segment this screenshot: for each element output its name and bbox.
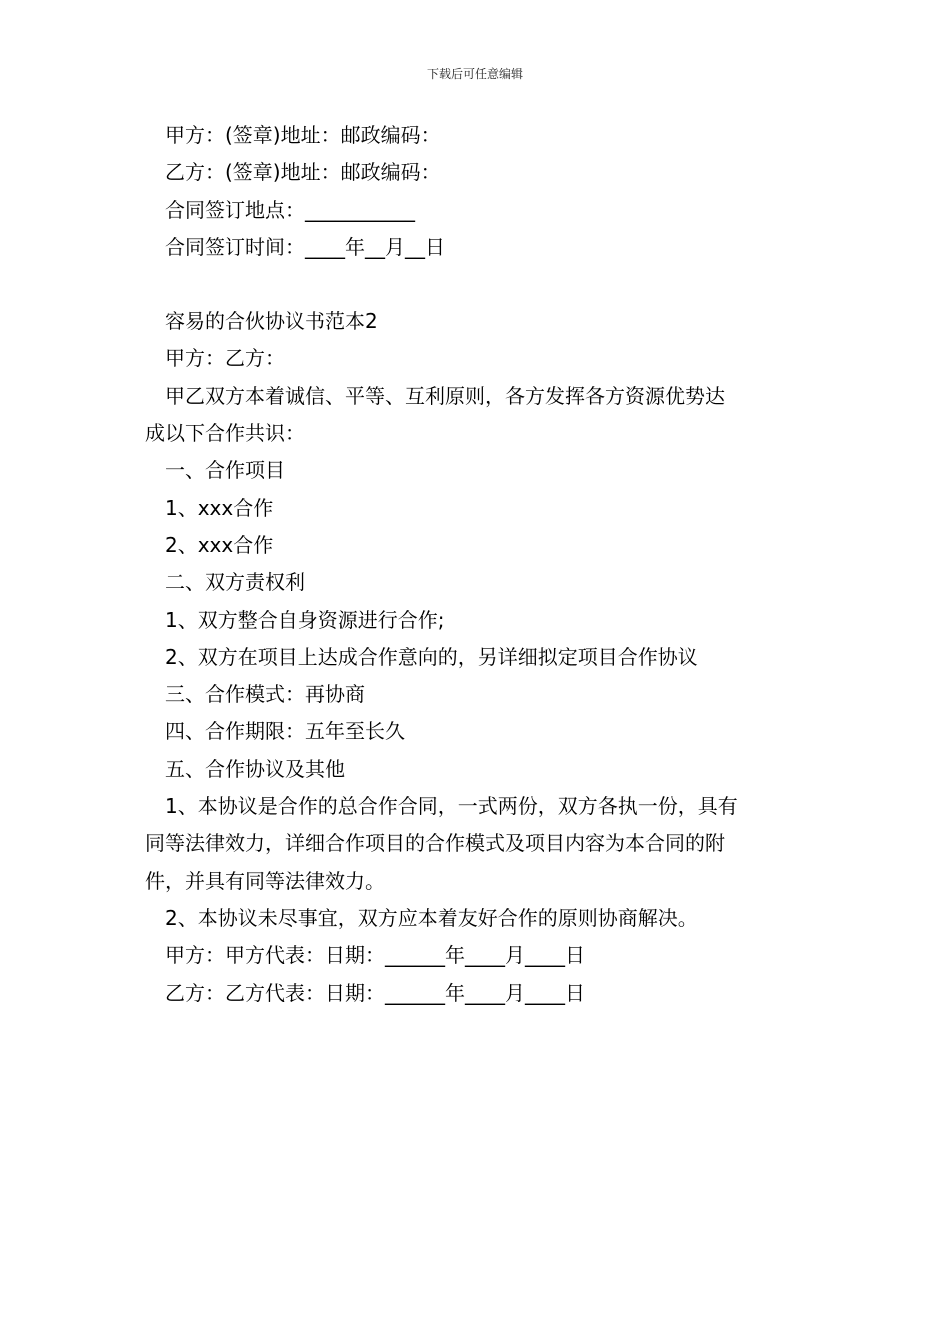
- clause-1-line-2: 同等法律效力，详细合作项目的合作模式及项目内容为本合同的附: [145, 831, 725, 856]
- rights-item-2: 2、双方在项目上达成合作意向的，另详细拟定项目合作协议: [165, 644, 698, 669]
- heading-agreement-other: 五、合作协议及其他: [165, 756, 345, 781]
- signing-time-line: 合同签订时间：____年__月__日: [165, 234, 445, 259]
- clause-1-line-3: 件，并具有同等法律效力。: [145, 868, 385, 893]
- intro-paragraph-line-2: 成以下合作共识：: [145, 421, 305, 446]
- party-a-date-line: 甲方：甲方代表：日期：______年____月____日: [165, 943, 585, 968]
- party-b-date-line: 乙方：乙方代表：日期：______年____月____日: [165, 980, 585, 1005]
- project-item-1: 1、xxx合作: [165, 495, 274, 520]
- project-item-2: 2、xxx合作: [165, 532, 274, 557]
- document-body: [145, 117, 815, 1012]
- intro-paragraph-line-1: 甲乙双方本着诚信、平等、互利原则，各方发挥各方资源优势达: [165, 383, 725, 408]
- rights-item-1: 1、双方整合自身资源进行合作;: [165, 607, 445, 632]
- section-title: 容易的合伙协议书范本2: [165, 309, 378, 334]
- heading-rights-duties: 二、双方责权利: [165, 570, 305, 595]
- heading-cooperation-term: 四、合作期限：五年至长久: [165, 719, 405, 744]
- clause-1-line-1: 1、本协议是合作的总合作合同，一式两份，双方各执一份，具有: [165, 794, 738, 819]
- blank-line: [145, 266, 815, 303]
- heading-cooperation-project: 一、合作项目: [165, 458, 285, 483]
- page-header: 下载后可任意编辑: [426, 67, 523, 81]
- clause-2: 2、本协议未尽事宜，双方应本着友好合作的原则协商解决。: [165, 905, 698, 930]
- parties-line: 甲方：乙方：: [165, 346, 285, 371]
- party-b-signature-line: 乙方：(签章)地址：邮政编码：: [165, 160, 441, 185]
- party-a-signature-line: 甲方：(签章)地址：邮政编码：: [165, 123, 441, 147]
- heading-cooperation-mode: 三、合作模式：再协商: [165, 682, 365, 707]
- signing-place-line: 合同签订地点：___________: [165, 197, 415, 222]
